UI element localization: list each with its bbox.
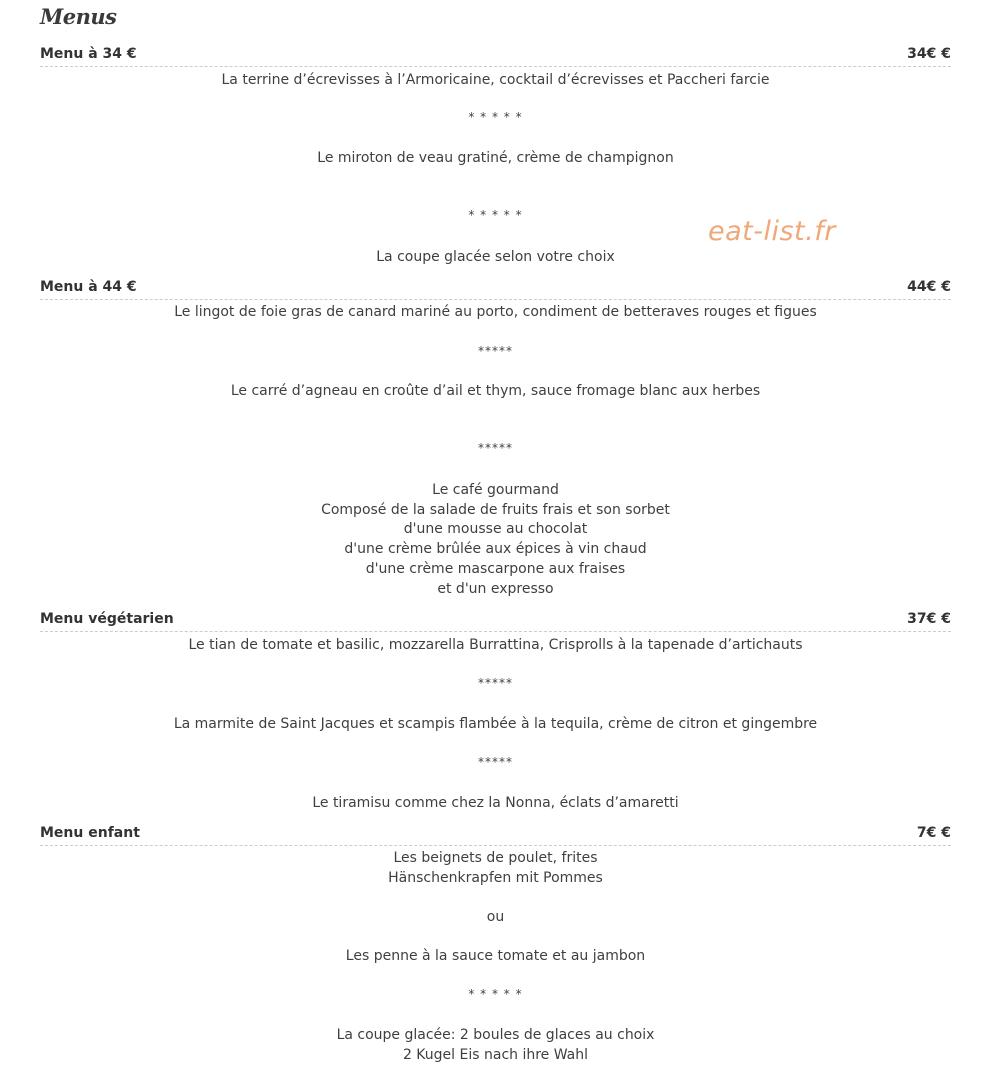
menu-price: 37€ €: [907, 611, 951, 627]
dish-line: Les penne à la sauce tomate et au jambon: [345, 948, 646, 964]
menu-name: Menu à 34 €: [40, 46, 137, 62]
page-title: Menus: [40, 4, 117, 29]
course-separator: * * * * *: [468, 110, 523, 124]
menu-price: 7€ €: [916, 825, 951, 841]
menu-price: 34€ €: [907, 46, 951, 62]
dish-line: Hänschenkrapfen mit Pommes: [388, 870, 603, 886]
dish-line: et d'un expresso: [437, 581, 554, 597]
dish-line: 2 Kugel Eis nach ihre Wahl: [402, 1047, 589, 1063]
dish-line: La marmite de Saint Jacques et scampis flambée à la tequila, crème de citron et gingembre: [173, 716, 818, 732]
dish-line: Les beignets de poulet, frites: [393, 850, 598, 866]
menu-price: 44€ €: [907, 279, 951, 295]
watermark: eat-list.fr: [708, 216, 836, 247]
dish-line: Le tian de tomate et basilic, mozzarella Burrattina, Crisprolls à la tapenade d’artichauts: [188, 637, 803, 653]
dish-line: Composé de la salade de fruits frais et son sorbet: [321, 502, 670, 518]
dish-line: La terrine d’écrevisses à l’Armoricaine, cocktail d’écrevisses et Paccheri farcie: [221, 72, 770, 88]
menu-name: Menu végétarien: [40, 611, 174, 627]
course-separator: *****: [478, 441, 513, 455]
dish-line: Le lingot de foie gras de canard mariné au porto, condiment de betteraves rouges et figues: [174, 304, 817, 320]
dish-line: d'une crème brûlée aux épices à vin chaud: [344, 541, 647, 557]
dish-line: La coupe glacée selon votre choix: [376, 249, 615, 265]
course-separator: *****: [478, 676, 513, 690]
course-separator: *****: [478, 344, 513, 358]
dish-line: d'une crème mascarpone aux fraises: [365, 561, 626, 577]
dish-line: Le miroton de veau gratiné, crème de champignon: [317, 150, 674, 166]
dish-line: La coupe glacée: 2 boules de glaces au choix: [336, 1027, 655, 1043]
course-separator: * * * * *: [468, 208, 523, 222]
dish-line: ou: [486, 909, 505, 925]
dish-line: d'une mousse au chocolat: [403, 521, 588, 537]
menu-header: [40, 823, 951, 846]
menu-header: [40, 277, 951, 300]
dish-line: Le tiramisu comme chez la Nonna, éclats d’amaretti: [312, 795, 679, 811]
menu-name: Menu à 44 €: [40, 279, 137, 295]
menu-header: [40, 609, 951, 632]
dish-line: Le café gourmand: [432, 482, 559, 498]
course-separator: *****: [478, 755, 513, 769]
dish-line: Le carré d’agneau en croûte d’ail et thym, sauce fromage blanc aux herbes: [230, 383, 761, 399]
menu-header: [40, 44, 951, 67]
course-separator: * * * * *: [468, 987, 523, 1001]
menu-name: Menu enfant: [40, 825, 140, 841]
